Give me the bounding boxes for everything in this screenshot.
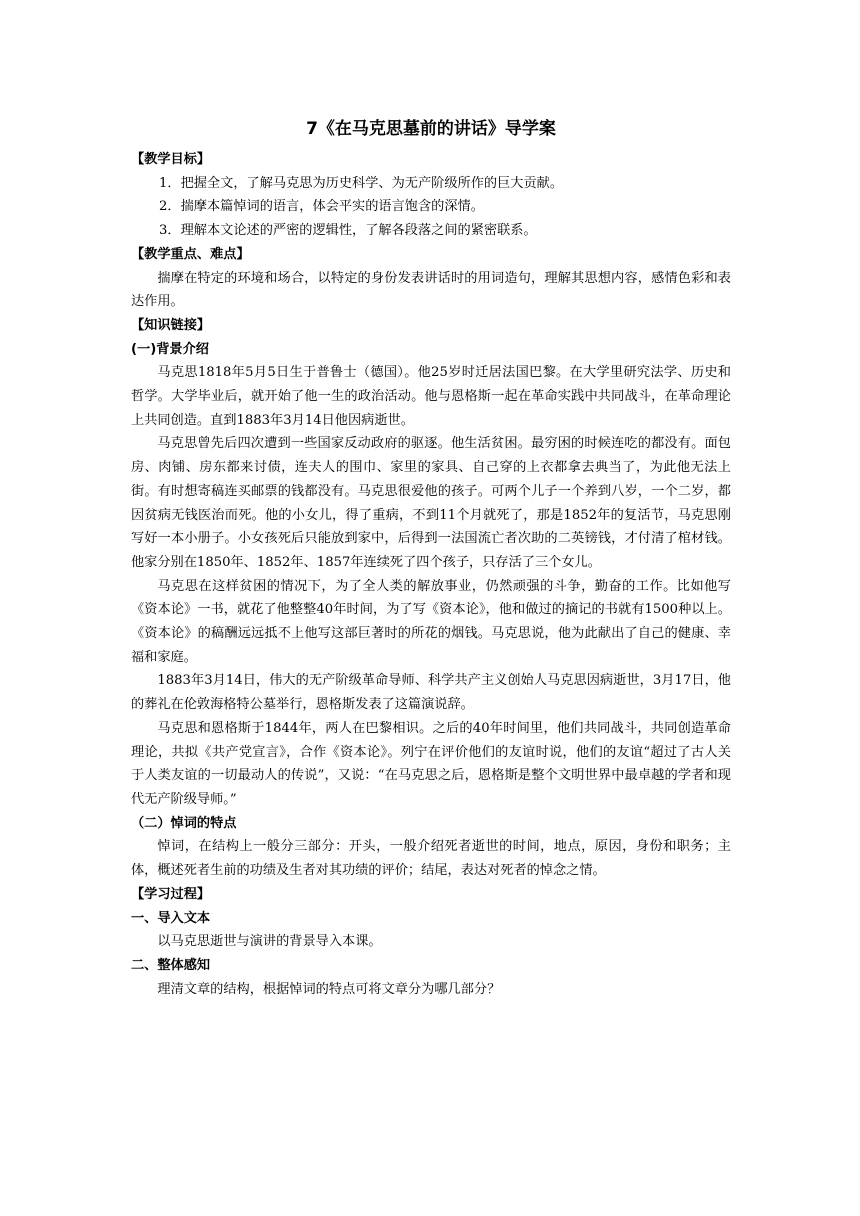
step2-text: 理清文章的结构，根据悼词的特点可将文章分为哪几部分？ <box>157 981 501 997</box>
eulogy-text: 悼词，在结构上一般分三部分：开头，一般介绍死者逝世的时间，地点，原因，身份和职务；主体，概述死者生前的功绩及生者对其功绩的评价；结尾，表达对死者的悼念之情。 <box>131 839 731 879</box>
step1-text: 以马克思逝世与演讲的背景导入本课。 <box>157 934 382 950</box>
key-points-heading: 【教学重点、难点】 <box>131 246 250 262</box>
background-heading: (一)背景介绍 <box>131 341 209 357</box>
document-body <box>131 148 731 1001</box>
step1-heading: 一、导入文本 <box>131 910 211 926</box>
page-title: 7《在马克思墓前的讲话》导学案 <box>306 119 556 139</box>
background-paragraph: 马克思1818年5月5日生于普鲁士（德国）。他25岁时迁居法国巴黎。在大学里研究法学、历史和哲学。大学毕业后，就开始了他一生的政治活动。他与恩格斯一起在革命实践中共同战斗，在革命理论上共同创造。直到1883年3月14日他因病逝世。 <box>131 365 731 428</box>
goals-heading: 【教学目标】 <box>131 152 211 167</box>
eulogy-heading: （二）悼词的特点 <box>131 815 237 831</box>
key-points-text: 揣摩在特定的环境和场合，以特定的身份发表讲话时的用词造句，理解其思想内容，感情色彩和表达作用。 <box>131 270 731 310</box>
goal-item: 2．揣摩本篇悼词的语言，体会平实的语言饱含的深情。 <box>159 199 484 215</box>
knowledge-heading: 【知识链接】 <box>131 317 211 333</box>
background-paragraph: 1883年3月14日，伟大的无产阶级革命导师、科学共产主义创始人马克思因病逝世，3月17日，他的葬礼在伦敦海格特公墓举行，恩格斯发表了这篇演说辞。 <box>131 673 731 713</box>
step2-heading: 二、整体感知 <box>131 957 211 973</box>
process-heading: 【学习过程】 <box>131 886 211 902</box>
background-paragraph: 马克思在这样贫困的情况下，为了全人类的解放事业，仍然顽强的斗争，勤奋的工作。比如他写《资本论》一书，就花了他整整40年时间，为了写《资本论》，他和做过的摘记的书就有1500种以上。《资本论》的稿酬远远抵不上他写这部巨著时的所花的烟钱。马克思说，他为此献出了自己的健康、幸福和家庭。 <box>131 578 731 665</box>
background-paragraph: 马克思和恩格斯于1844年，两人在巴黎相识。之后的40年时间里，他们共同战斗，共同创造革命理论，共拟《共产党宣言》，合作《资本论》。列宁在评价他们的友谊时说，他们的友谊“超过了古人关于人类友谊的一切最动人的传说”，又说：“在马克思之后，恩格斯是整个文明世界中最卓越的学者和现代无产阶级导师。” <box>131 720 731 807</box>
goal-item: 3．理解本文论述的严密的逻辑性，了解各段落之间的紧密联系。 <box>159 223 537 239</box>
goal-item: 1．把握全文，了解马克思为历史科学、为无产阶级所作的巨大贡献。 <box>159 175 564 191</box>
background-paragraph: 马克思曾先后四次遭到一些国家反动政府的驱逐。他生活贫困。最穷困的时候连吃的都没有。面包房、肉铺、房东都来讨债，连夫人的围巾、家里的家具、自己穿的上衣都拿去典当了，为此他无法上街。有时想寄稿连买邮票的钱都没有。马克思很爱他的孩子。可两个儿子一个养到八岁，一个二岁，都因贫病无钱医治而死。他的小女儿，得了重病，不到11个月就死了，那是1852年的复活节，马克思刚写好一本小册子。小女孩死后只能放到家中，后得到一法国流亡者次助的二英镑钱，才付清了棺材钱。他家分别在1850年、1852年、1857年连续死了四个孩子，只存活了三个女儿。 <box>131 436 731 570</box>
